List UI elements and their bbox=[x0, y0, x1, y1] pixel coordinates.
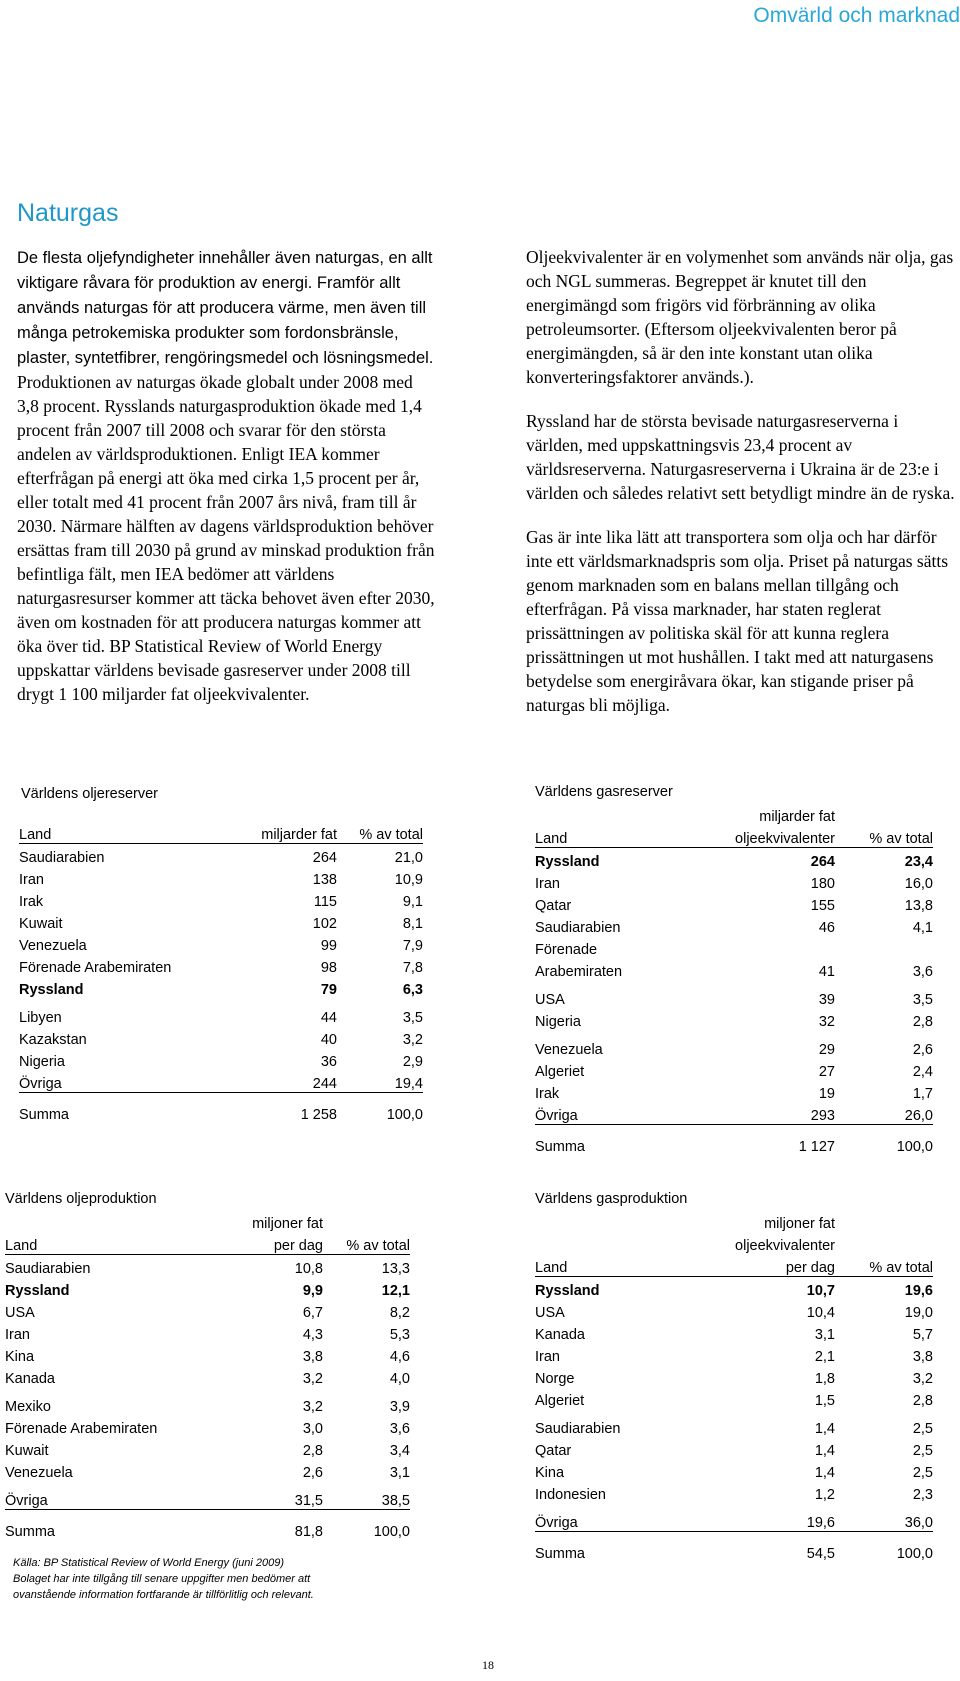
table-row bbox=[19, 910, 423, 932]
percent-cell: 2,5 bbox=[912, 1443, 933, 1459]
table-row bbox=[535, 1102, 933, 1125]
table-header-row: miljarder fat bbox=[759, 809, 835, 825]
value-cell: 6,7 bbox=[302, 1305, 323, 1321]
value-cell: 36 bbox=[320, 1054, 337, 1070]
percent-cell: 2,6 bbox=[912, 1042, 933, 1058]
table-row bbox=[5, 1277, 410, 1299]
percent-cell: 38,5 bbox=[323, 1481, 410, 1510]
country-cell: Kuwait bbox=[5, 1443, 49, 1459]
table-row bbox=[5, 1255, 410, 1278]
value-cell: 115 bbox=[313, 894, 337, 910]
percent-cell: 4,6 bbox=[389, 1349, 410, 1365]
intro-text: De flesta oljefyndigheter innehåller även naturgas, en allt viktigare råvara för produktion av energi. Framför allt används naturgas för att producera värme, men även till många petrokemiska produkter som fordonsbränsle, plaster, syntetfibrer, rengöringsmedel och lösningsmedel. bbox=[17, 249, 434, 367]
percent-cell: 8,2 bbox=[389, 1305, 410, 1321]
percent-cell: 3,5 bbox=[912, 992, 933, 1008]
country-cell: Saudiarabien bbox=[5, 1261, 91, 1277]
table-row bbox=[19, 1026, 423, 1048]
percent-cell: 9,1 bbox=[402, 894, 423, 910]
table-row bbox=[535, 1080, 933, 1102]
table-row bbox=[19, 1048, 423, 1070]
percent-cell: 2,4 bbox=[912, 1064, 933, 1080]
value-cell: 19,6 bbox=[665, 1503, 835, 1532]
value-cell: 3,2 bbox=[302, 1399, 323, 1415]
country-cell: Algeriet bbox=[535, 1064, 585, 1080]
table-row bbox=[535, 914, 933, 936]
country-cell: Saudiarabien bbox=[535, 1421, 621, 1437]
sum-value: 81,8 bbox=[294, 1524, 323, 1540]
table-header-row: oljeekvivalenter bbox=[735, 1238, 835, 1254]
value-cell bbox=[665, 936, 835, 958]
value-cell: 1,4 bbox=[814, 1465, 835, 1481]
body-text: Produktionen av naturgas ökade globalt under 2008 med 3,8 procent. Rysslands naturgasproduktion ökade med 1,4 procent från 2007 till 2008 och svarar för den största andelen av världsproduktionen. Enligt IEA kommer efterfrågan på energi att öka med cirka 1,5 procent per år, eller totalt med 41 procent från 2007 års nivå, fram till år 2030. Närmare hälften av dagens världsproduktion behöver ersättas fram till 2030 på grund av minskad produktion från befintliga fält, men IEA bedömer att världens naturgasresurser kommer att täcka behovet även efter 2030, även om kostnaden för att producera naturgas kommer att öka över tid. BP Statistical Review of World Energy uppskattar världens bevisade gasreserver under 2008 till drygt 1 100 miljarder fat oljeekvivalenter. bbox=[17, 372, 435, 704]
value-cell: 1,2 bbox=[814, 1487, 835, 1503]
table-row bbox=[5, 1459, 410, 1481]
table-row bbox=[5, 1437, 410, 1459]
value-cell: 3,8 bbox=[302, 1349, 323, 1365]
table-header-row: Land per dag % av total bbox=[5, 1232, 410, 1255]
percent-cell: 3,5 bbox=[402, 1010, 423, 1026]
country-cell: Kanada bbox=[5, 1371, 55, 1387]
gas-production-table bbox=[535, 1210, 933, 1562]
value-cell: 1,8 bbox=[814, 1371, 835, 1387]
table-row bbox=[535, 848, 933, 871]
value-cell: 98 bbox=[320, 960, 337, 976]
value-cell: 3,1 bbox=[814, 1327, 835, 1343]
value-cell: 180 bbox=[810, 876, 835, 892]
percent-cell: 7,8 bbox=[402, 960, 423, 976]
country-cell: Övriga bbox=[535, 1503, 665, 1532]
country-cell: Iran bbox=[5, 1327, 30, 1343]
percent-cell: 2,5 bbox=[912, 1465, 933, 1481]
table-row bbox=[535, 870, 933, 892]
country-cell: Saudiarabien bbox=[19, 850, 105, 866]
percent-cell: 3,6 bbox=[389, 1421, 410, 1437]
table-row bbox=[535, 1299, 933, 1321]
value-cell: 19 bbox=[818, 1086, 835, 1102]
source-note bbox=[13, 1555, 314, 1603]
table-row bbox=[535, 1343, 933, 1365]
value-cell: 40 bbox=[320, 1032, 337, 1048]
percent-cell: 16,0 bbox=[904, 876, 933, 892]
percent-cell: 26,0 bbox=[835, 1102, 933, 1125]
sum-value: 100,0 bbox=[896, 1546, 933, 1562]
table-row bbox=[535, 1277, 933, 1300]
percent-cell: 7,9 bbox=[402, 938, 423, 954]
oil-production-table bbox=[5, 1210, 410, 1540]
country-cell: Kuwait bbox=[19, 916, 63, 932]
country-cell: Ryssland bbox=[5, 1283, 70, 1299]
table-row bbox=[535, 958, 933, 980]
percent-cell: 19,4 bbox=[337, 1070, 423, 1093]
body-paragraph: Gas är inte lika lätt att transportera som olja och har därför inte ett världsmarknadspris som olja. Priset på naturgas sätts genom marknaden som en balans mellan tillgång och efterfrågan. På vissa marknader, har staten reglerat prissättningen av politiska skäl för att kunna reglera prissättningen ut mot hushållen. I takt med att naturgasens betydelse som energiråvara ökar, kan stigande priser på naturgas bli möjliga. bbox=[526, 527, 949, 715]
country-cell: Iran bbox=[535, 876, 560, 892]
table-header-row: Land per dag % av total bbox=[535, 1254, 933, 1277]
country-cell: Iran bbox=[19, 872, 44, 888]
country-cell: Ryssland bbox=[535, 1283, 600, 1299]
table-row bbox=[19, 1070, 423, 1093]
table-row bbox=[535, 1008, 933, 1030]
country-cell: Venezuela bbox=[19, 938, 87, 954]
value-cell: 138 bbox=[312, 872, 337, 888]
table-row bbox=[535, 1437, 933, 1459]
value-cell: 264 bbox=[810, 854, 835, 870]
percent-cell: 13,8 bbox=[904, 898, 933, 914]
value-cell: 44 bbox=[320, 1010, 337, 1026]
table-row bbox=[535, 1365, 933, 1387]
value-cell: 10,8 bbox=[294, 1261, 323, 1277]
country-cell: Nigeria bbox=[535, 1014, 581, 1030]
country-cell: Indonesien bbox=[535, 1487, 606, 1503]
sum-row bbox=[5, 1510, 410, 1541]
percent-cell: 21,0 bbox=[394, 850, 423, 866]
value-cell: 2,1 bbox=[814, 1349, 835, 1365]
country-cell: Qatar bbox=[535, 898, 572, 914]
table-row bbox=[535, 980, 933, 1008]
sum-value: 1 127 bbox=[798, 1139, 835, 1155]
country-cell: USA bbox=[535, 1305, 565, 1321]
country-cell: USA bbox=[5, 1305, 35, 1321]
country-cell: Mexiko bbox=[5, 1399, 51, 1415]
body-paragraph: Oljeekvivalenter är en volymenhet som används när olja, gas och NGL summeras. Begreppet är knutet till den energimängd som frigörs vid förbränning av olika petroleumsorter. (Eftersom oljeekvivalenten beror på energimängden, så är den inte konstant utan olika konverteringsfaktorer används.). bbox=[526, 247, 954, 387]
table-header-row: Land miljarder fat % av total bbox=[19, 821, 423, 844]
sum-row bbox=[535, 1125, 933, 1156]
gas-production-title: Världens gasproduktion bbox=[535, 1191, 688, 1207]
percent-cell: 2,3 bbox=[912, 1487, 933, 1503]
value-cell: 9,9 bbox=[302, 1283, 323, 1299]
country-cell: Ryssland bbox=[535, 854, 600, 870]
percent-cell: 5,7 bbox=[912, 1327, 933, 1343]
percent-cell: 4,0 bbox=[389, 1371, 410, 1387]
table-row bbox=[19, 998, 423, 1026]
percent-cell: 1,7 bbox=[912, 1086, 933, 1102]
sum-value: 100,0 bbox=[386, 1107, 423, 1123]
table-row bbox=[19, 932, 423, 954]
value-cell: 244 bbox=[219, 1070, 337, 1093]
value-cell: 27 bbox=[818, 1064, 835, 1080]
sum-label: Summa bbox=[5, 1524, 55, 1540]
sum-label: Summa bbox=[535, 1546, 585, 1562]
table-row bbox=[19, 866, 423, 888]
right-text-column bbox=[526, 245, 956, 737]
country-cell: Venezuela bbox=[535, 1042, 603, 1058]
value-cell: 1,5 bbox=[814, 1393, 835, 1409]
percent-cell: 3,2 bbox=[402, 1032, 423, 1048]
table-header-row: miljoner fat bbox=[252, 1216, 323, 1232]
value-cell: 155 bbox=[810, 898, 835, 914]
sum-row bbox=[535, 1532, 933, 1563]
table-row bbox=[535, 1321, 933, 1343]
country-cell: Förenade Arabemiraten bbox=[19, 960, 172, 976]
oil-production-title: Världens oljeproduktion bbox=[5, 1191, 157, 1207]
body-paragraph bbox=[17, 245, 437, 706]
country-cell: Qatar bbox=[535, 1443, 572, 1459]
source-line: Bolaget har inte tillgång till senare uppgifter men bedömer att bbox=[13, 1573, 311, 1585]
sum-label: Summa bbox=[535, 1139, 585, 1155]
table-row bbox=[535, 1387, 933, 1409]
percent-cell: 2,8 bbox=[912, 1014, 933, 1030]
percent-cell: 10,9 bbox=[394, 872, 423, 888]
country-cell: Övriga bbox=[535, 1102, 665, 1125]
percent-cell bbox=[835, 936, 933, 958]
table-row bbox=[5, 1343, 410, 1365]
percent-cell: 13,3 bbox=[381, 1261, 410, 1277]
value-cell: 29 bbox=[818, 1042, 835, 1058]
body-paragraph: Ryssland har de största bevisade naturgasreserverna i världen, med uppskattningsvis 23,4 procent av världsreserverna. Naturgasreserverna i Ukraina är de 23:e i världen och således relativt sett betydligt mindre än de ryska. bbox=[526, 411, 955, 503]
table-row bbox=[535, 1058, 933, 1080]
page-number: 18 bbox=[482, 1658, 494, 1672]
sum-value: 54,5 bbox=[806, 1546, 835, 1562]
value-cell: 79 bbox=[320, 982, 337, 998]
sum-value: 100,0 bbox=[896, 1139, 933, 1155]
country-cell: Libyen bbox=[19, 1010, 62, 1026]
country-cell: Övriga bbox=[5, 1481, 205, 1510]
value-cell: 1,4 bbox=[814, 1443, 835, 1459]
table-row bbox=[535, 892, 933, 914]
country-cell: Nigeria bbox=[19, 1054, 65, 1070]
value-cell: 2,6 bbox=[302, 1465, 323, 1481]
table-row bbox=[535, 1503, 933, 1532]
country-cell: Norge bbox=[535, 1371, 575, 1387]
section-header: Omvärld och marknad bbox=[753, 4, 960, 27]
oil-reserves-title: Världens oljereserver bbox=[21, 786, 159, 802]
value-cell: 3,0 bbox=[302, 1421, 323, 1437]
table-row bbox=[535, 1409, 933, 1437]
country-cell: Kanada bbox=[535, 1327, 585, 1343]
table-row bbox=[535, 1459, 933, 1481]
country-cell: Kina bbox=[5, 1349, 35, 1365]
percent-cell: 2,5 bbox=[912, 1421, 933, 1437]
table-row bbox=[5, 1481, 410, 1510]
table-row bbox=[5, 1387, 410, 1415]
percent-cell: 4,1 bbox=[912, 920, 933, 936]
gas-reserves-title: Världens gasreserver bbox=[535, 784, 673, 800]
country-cell: Arabemiraten bbox=[535, 964, 623, 980]
sum-row bbox=[19, 1093, 423, 1124]
percent-cell: 19,0 bbox=[904, 1305, 933, 1321]
percent-cell: 2,9 bbox=[402, 1054, 423, 1070]
table-row bbox=[19, 844, 423, 867]
left-text-column bbox=[17, 245, 437, 706]
value-cell: 1,4 bbox=[814, 1421, 835, 1437]
country-cell: Algeriet bbox=[535, 1393, 585, 1409]
percent-cell: 6,3 bbox=[402, 982, 423, 998]
country-cell: Kazakstan bbox=[19, 1032, 87, 1048]
country-cell: Kina bbox=[535, 1465, 565, 1481]
table-row bbox=[5, 1415, 410, 1437]
table-row bbox=[535, 1030, 933, 1058]
value-cell: 2,8 bbox=[302, 1443, 323, 1459]
value-cell: 102 bbox=[312, 916, 337, 932]
value-cell: 39 bbox=[818, 992, 835, 1008]
value-cell: 3,2 bbox=[302, 1371, 323, 1387]
percent-cell: 8,1 bbox=[402, 916, 423, 932]
country-cell: Iran bbox=[535, 1349, 560, 1365]
value-cell: 264 bbox=[312, 850, 337, 866]
country-cell: Irak bbox=[19, 894, 44, 910]
country-cell: Förenade Arabemiraten bbox=[5, 1421, 158, 1437]
sum-value: 100,0 bbox=[373, 1524, 410, 1540]
percent-cell: 3,8 bbox=[912, 1349, 933, 1365]
percent-cell: 12,1 bbox=[381, 1283, 410, 1299]
percent-cell: 19,6 bbox=[904, 1283, 933, 1299]
value-cell: 10,7 bbox=[806, 1283, 835, 1299]
table-row bbox=[5, 1365, 410, 1387]
value-cell: 46 bbox=[818, 920, 835, 936]
value-cell: 99 bbox=[320, 938, 337, 954]
source-line: Källa: BP Statistical Review of World Energy (juni 2009) bbox=[13, 1557, 285, 1569]
table-row bbox=[19, 954, 423, 976]
table-row bbox=[5, 1299, 410, 1321]
table-header-row: Land oljeekvivalenter % av total bbox=[535, 825, 933, 848]
value-cell: 32 bbox=[818, 1014, 835, 1030]
page-title: Naturgas bbox=[17, 199, 119, 227]
country-cell: Irak bbox=[535, 1086, 560, 1102]
country-cell: Ryssland bbox=[19, 982, 84, 998]
table-row bbox=[535, 936, 933, 958]
percent-cell: 3,4 bbox=[389, 1443, 410, 1459]
percent-cell: 3,9 bbox=[389, 1399, 410, 1415]
percent-cell: 3,2 bbox=[912, 1371, 933, 1387]
sum-value: 1 258 bbox=[300, 1107, 337, 1123]
percent-cell: 3,6 bbox=[912, 964, 933, 980]
percent-cell: 5,3 bbox=[389, 1327, 410, 1343]
value-cell: 31,5 bbox=[205, 1481, 323, 1510]
gas-reserves-table bbox=[535, 803, 933, 1155]
value-cell: 4,3 bbox=[302, 1327, 323, 1343]
country-cell: Venezuela bbox=[5, 1465, 73, 1481]
country-cell: Saudiarabien bbox=[535, 920, 621, 936]
oil-reserves-table bbox=[19, 821, 423, 1123]
value-cell: 293 bbox=[665, 1102, 835, 1125]
table-row bbox=[19, 888, 423, 910]
country-cell: Förenade bbox=[535, 942, 598, 958]
percent-cell: 2,8 bbox=[912, 1393, 933, 1409]
value-cell: 41 bbox=[818, 964, 835, 980]
source-line: ovanstående information fortfarande är tillförlitlig och relevant. bbox=[13, 1589, 314, 1601]
value-cell: 10,4 bbox=[806, 1305, 835, 1321]
table-row bbox=[5, 1321, 410, 1343]
table-row bbox=[19, 976, 423, 998]
table-row bbox=[535, 1481, 933, 1503]
percent-cell: 23,4 bbox=[904, 854, 933, 870]
percent-cell: 36,0 bbox=[835, 1503, 933, 1532]
sum-label: Summa bbox=[19, 1107, 69, 1123]
table-header-row: miljoner fat bbox=[764, 1216, 835, 1232]
percent-cell: 3,1 bbox=[389, 1465, 410, 1481]
country-cell: Övriga bbox=[19, 1070, 219, 1093]
country-cell: USA bbox=[535, 992, 565, 1008]
